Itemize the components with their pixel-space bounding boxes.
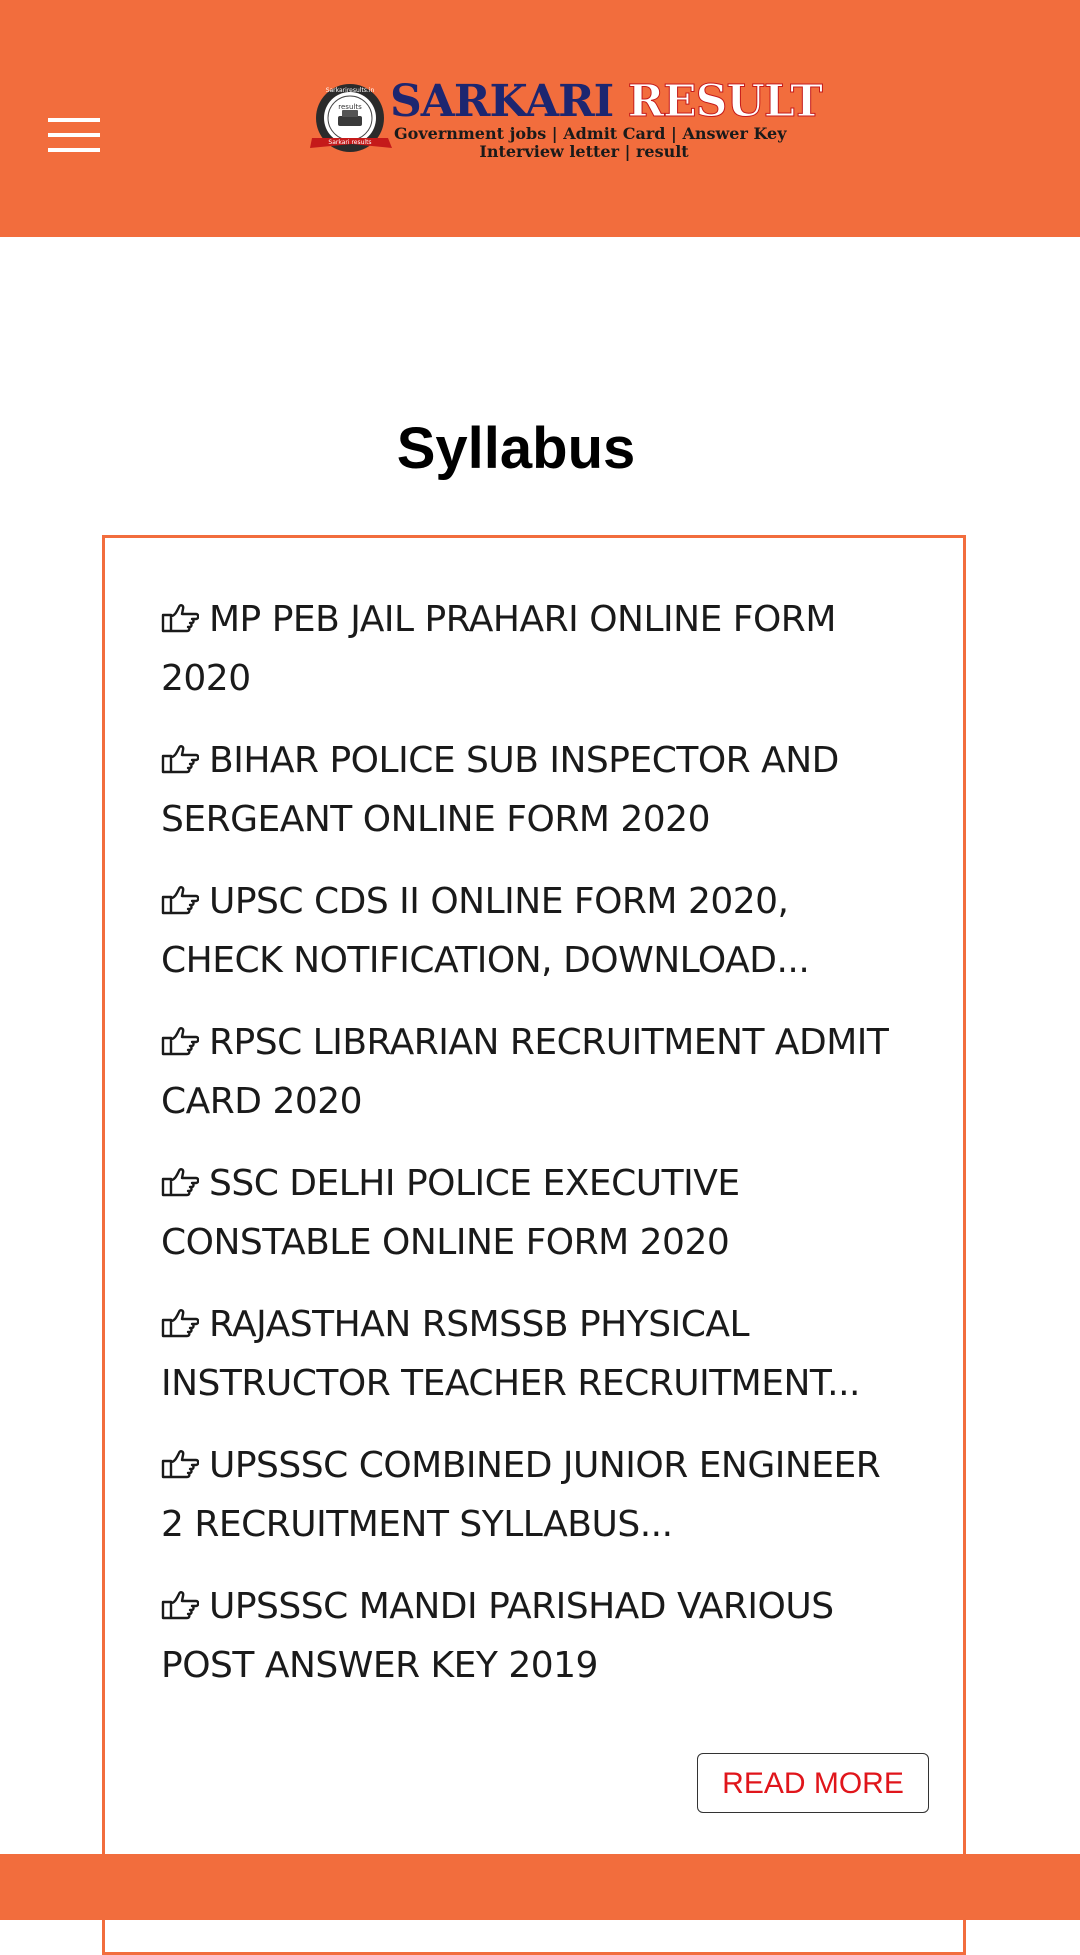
hand-point-right-icon (161, 874, 199, 904)
badge-ribbon-text: Sarkari results (328, 139, 372, 146)
hand-point-right-icon (161, 1438, 199, 1468)
read-more-button[interactable]: READ MORE (697, 1753, 929, 1813)
hand-point-right-icon (161, 1015, 199, 1045)
logo-tagline-1: Government jobs | Admit Card | Answer Key (394, 124, 787, 143)
menu-bar (48, 148, 100, 152)
menu-bar (48, 133, 100, 137)
site-logo[interactable] (310, 76, 822, 162)
list-item[interactable] (161, 1577, 901, 1718)
logo-title-part1: SARKARI (390, 76, 614, 127)
badge-mid-text: results (338, 103, 362, 111)
list-item-text: UPSSSC MANDI PARISHAD VARIOUS POST ANSWER KEY 2019 (161, 1586, 834, 1686)
hand-point-right-icon (161, 733, 199, 763)
list-item-text: UPSC CDS II ONLINE FORM 2020, CHECK NOTIFICATION, DOWNLOAD... (161, 881, 810, 981)
hamburger-menu-icon[interactable] (48, 118, 100, 154)
logo-tagline-2: Interview letter | result (479, 142, 689, 161)
hand-point-right-icon (161, 1156, 199, 1186)
list-item[interactable] (161, 1295, 901, 1436)
site-header (0, 0, 1080, 237)
list-item[interactable] (161, 590, 901, 731)
list-item-text: UPSSSC COMBINED JUNIOR ENGINEER 2 RECRUITMENT SYLLABUS... (161, 1445, 881, 1545)
section-title: Syllabus (396, 416, 636, 481)
badge-top-text: Sarkariresults.in (325, 87, 375, 94)
logo-title-part2: RESULT (627, 76, 822, 127)
menu-bar (48, 118, 100, 122)
logo-title (390, 76, 822, 127)
hand-point-right-icon (161, 1297, 199, 1327)
list-item-text: BIHAR POLICE SUB INSPECTOR AND SERGEANT ONLINE FORM 2020 (161, 740, 839, 840)
list-item[interactable] (161, 872, 901, 1013)
hand-point-right-icon (161, 592, 199, 622)
list-item-text: MP PEB JAIL PRAHARI ONLINE FORM 2020 (161, 599, 836, 699)
hand-point-right-icon (161, 1579, 199, 1609)
list-item-text: RPSC LIBRARIAN RECRUITMENT ADMIT CARD 2020 (161, 1022, 889, 1122)
logo-badge-icon (310, 80, 394, 162)
list-item[interactable] (161, 731, 901, 872)
list-item-text: RAJASTHAN RSMSSB PHYSICAL INSTRUCTOR TEACHER RECRUITMENT... (161, 1304, 860, 1404)
syllabus-list-box (102, 535, 966, 1955)
list-item[interactable] (161, 1436, 901, 1577)
list-item-text: SSC DELHI POLICE EXECUTIVE CONSTABLE ONLINE FORM 2020 (161, 1163, 740, 1263)
list-item[interactable] (161, 1013, 901, 1154)
list-item[interactable] (161, 1154, 901, 1295)
syllabus-list (161, 590, 901, 1718)
footer-bar (0, 1854, 1080, 1920)
